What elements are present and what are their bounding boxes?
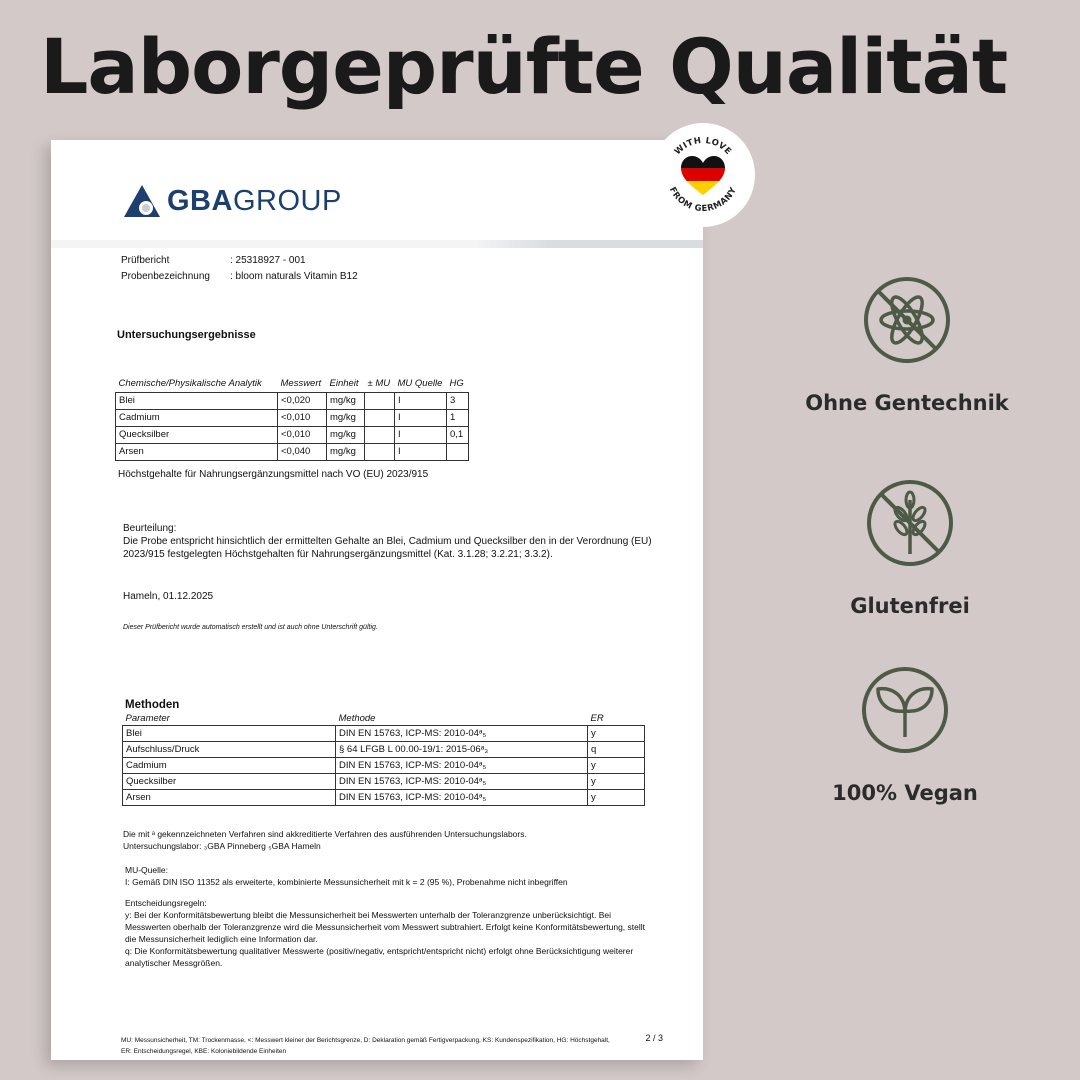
- mu-title: MU-Quelle:: [125, 865, 168, 875]
- table-cell: I: [395, 392, 447, 409]
- table-cell: DIN EN 15763, ICP-MS: 2010-04ᵃ₅: [336, 773, 588, 789]
- max-levels-note: Höchstgehalte für Nahrungsergänzungsmittel nach VO (EU) 2023/915: [118, 469, 429, 480]
- table-cell: I: [395, 443, 447, 460]
- feature-label: Glutenfrei: [850, 594, 970, 618]
- methods-header: Methode: [338, 713, 376, 725]
- table-cell: DIN EN 15763, ICP-MS: 2010-04ᵃ₅: [336, 757, 588, 773]
- table-row: [116, 392, 469, 409]
- table-cell: <0,040: [278, 443, 327, 460]
- decision-rule-y: y: Bei der Konformitätsbewertung bleibt die Messunsicherheit bei Messwerten unterhalb der Toleranzgrenze unberücksichtigt. Bei Messwerten oberhalb der Toleranzgrenze wird die Messunsicherheit vom Messwert subtrahiert. Erfolgt keine Konformitätsbewertung, stellt die Messunsicherheit lediglich eine Information dar.: [125, 910, 645, 944]
- table-cell: mg/kg: [327, 392, 365, 409]
- svg-text:WITH LOVE: [673, 136, 733, 157]
- table-cell: y: [588, 725, 645, 741]
- meta-value-report: : 25318927 - 001: [230, 255, 306, 266]
- table-cell: <0,010: [278, 426, 327, 443]
- results-header: HG: [449, 377, 464, 389]
- methods-table: [122, 713, 645, 806]
- table-cell: Cadmium: [123, 757, 336, 773]
- table-cell: [365, 392, 395, 409]
- page-number: 2 / 3: [645, 1033, 663, 1043]
- gba-logo-icon: [123, 184, 161, 218]
- table-row: [123, 773, 645, 789]
- feature-label: Ohne Gentechnik: [805, 391, 1009, 415]
- place-date: Hameln, 01.12.2025: [123, 591, 214, 602]
- table-cell: [365, 443, 395, 460]
- results-header: Messwert: [280, 377, 322, 389]
- feature-vegan: [755, 665, 1055, 805]
- table-cell: 1: [447, 409, 469, 426]
- gba-group-logo: [123, 184, 342, 218]
- table-cell: Quecksilber: [123, 773, 336, 789]
- footer-legend-line2: ER: Entscheidungsregel, KBE: Koloniebildende Einheiten: [121, 1048, 287, 1055]
- methods-title: Methoden: [125, 699, 180, 711]
- germany-heart-icon: [651, 123, 755, 227]
- table-cell: § 64 LFGB L 00.00-19/1: 2015-06ᵃ₃: [336, 741, 588, 757]
- table-cell: I: [395, 426, 447, 443]
- header-divider: [51, 240, 703, 248]
- table-row: [116, 426, 469, 443]
- table-cell: mg/kg: [327, 426, 365, 443]
- table-cell: [447, 443, 469, 460]
- feature-gluten-free: [760, 478, 1060, 618]
- results-header: Chemische/Physikalische Analytik: [118, 377, 262, 389]
- feature-no-gmo: [757, 275, 1057, 415]
- table-cell: y: [588, 789, 645, 805]
- table-cell: Arsen: [123, 789, 336, 805]
- methods-header: ER: [590, 713, 604, 725]
- methods-header-row: [123, 713, 645, 725]
- table-row: [116, 443, 469, 460]
- table-cell: Blei: [116, 392, 278, 409]
- footer-legend-line1: MU: Messunsicherheit, TM: Trockenmasse, <: Messwert kleiner der Berichtsgrenze, D: Deklaration gemäß Fertigverpackung, KS: Kundenspezifikation, HG: Höchstgehalt,: [121, 1037, 610, 1044]
- made-in-germany-badge: [651, 123, 755, 227]
- logo-text-group: GROUP: [232, 184, 342, 217]
- table-cell: Quecksilber: [116, 426, 278, 443]
- accredited-note: Die mit ᵃ gekennzeichneten Verfahren sind akkreditierte Verfahren des ausführenden Untersuchungslabors.: [123, 829, 527, 839]
- assessment-text: Die Probe entspricht hinsichtlich der ermittelten Gehalte an Blei, Cadmium und Quecksilber den in der Verordnung (EU) 2023/915 festgelegten Höchstgehalten für Nahrungsergänzungsmittel (Kat. 3.1.28; 3.2.21; 3.3.2).: [123, 536, 652, 560]
- results-header-row: [116, 375, 469, 392]
- no-wheat-icon: [865, 478, 955, 568]
- labs-note: Untersuchungslabor: ₃GBA Pinneberg ₅GBA Hameln: [123, 841, 321, 851]
- table-cell: Blei: [123, 725, 336, 741]
- decision-title: Entscheidungsregeln:: [125, 898, 207, 908]
- table-cell: I: [395, 409, 447, 426]
- table-cell: Cadmium: [116, 409, 278, 426]
- auto-generated-note: Dieser Prüfbericht wurde automatisch erstellt und ist auch ohne Unterschrift gültig.: [123, 624, 378, 631]
- table-row: [116, 409, 469, 426]
- decision-rule-q: q: Die Konformitätsbewertung qualitativer Messwerte (positiv/negativ, entspricht/entspricht nicht) erfolgt ohne Berücksichtigung weiterer analytischer Messgrößen.: [125, 946, 634, 968]
- results-header: ± MU: [367, 377, 391, 389]
- no-gmo-atom-icon: [862, 275, 952, 365]
- table-cell: Aufschluss/Druck: [123, 741, 336, 757]
- table-row: [123, 789, 645, 805]
- table-row: [123, 757, 645, 773]
- table-cell: DIN EN 15763, ICP-MS: 2010-04ᵃ₅: [336, 789, 588, 805]
- results-table: [115, 375, 469, 461]
- assessment-title: Beurteilung:: [123, 523, 177, 534]
- table-cell: [365, 409, 395, 426]
- table-cell: Arsen: [116, 443, 278, 460]
- table-cell: 0,1: [447, 426, 469, 443]
- mu-text: I: Gemäß DIN ISO 11352 als erweiterte, kombinierte Messunsicherheit mit k = 2 (95 %), Probenahme nicht inbegriffen: [125, 877, 568, 887]
- test-report-document: [51, 140, 703, 1060]
- results-header: Einheit: [329, 377, 359, 389]
- table-cell: <0,020: [278, 392, 327, 409]
- table-cell: y: [588, 773, 645, 789]
- badge-top-text: WITH LOVE: [672, 135, 734, 158]
- table-row: [123, 725, 645, 741]
- table-cell: mg/kg: [327, 409, 365, 426]
- section-title: Untersuchungsergebnisse: [117, 329, 256, 341]
- meta-label-sample: Probenbezeichnung: [121, 271, 210, 282]
- logo-text-gba: GBA: [167, 184, 233, 217]
- table-cell: <0,010: [278, 409, 327, 426]
- table-cell: y: [588, 757, 645, 773]
- vegan-leaf-icon: [860, 665, 950, 755]
- table-cell: [365, 426, 395, 443]
- feature-label: 100% Vegan: [832, 781, 978, 805]
- table-cell: 3: [447, 392, 469, 409]
- results-header: MU Quelle: [397, 377, 443, 389]
- methods-header: Parameter: [125, 713, 170, 725]
- headline: Laborgeprüfte Qualität: [40, 22, 1008, 111]
- meta-label-report: Prüfbericht: [121, 255, 170, 266]
- table-cell: q: [588, 741, 645, 757]
- table-cell: DIN EN 15763, ICP-MS: 2010-04ᵃ₅: [336, 725, 588, 741]
- table-cell: mg/kg: [327, 443, 365, 460]
- table-row: [123, 741, 645, 757]
- meta-value-sample: : bloom naturals Vitamin B12: [230, 271, 358, 282]
- badge-bottom-text: FROM GERMANY: [666, 185, 740, 215]
